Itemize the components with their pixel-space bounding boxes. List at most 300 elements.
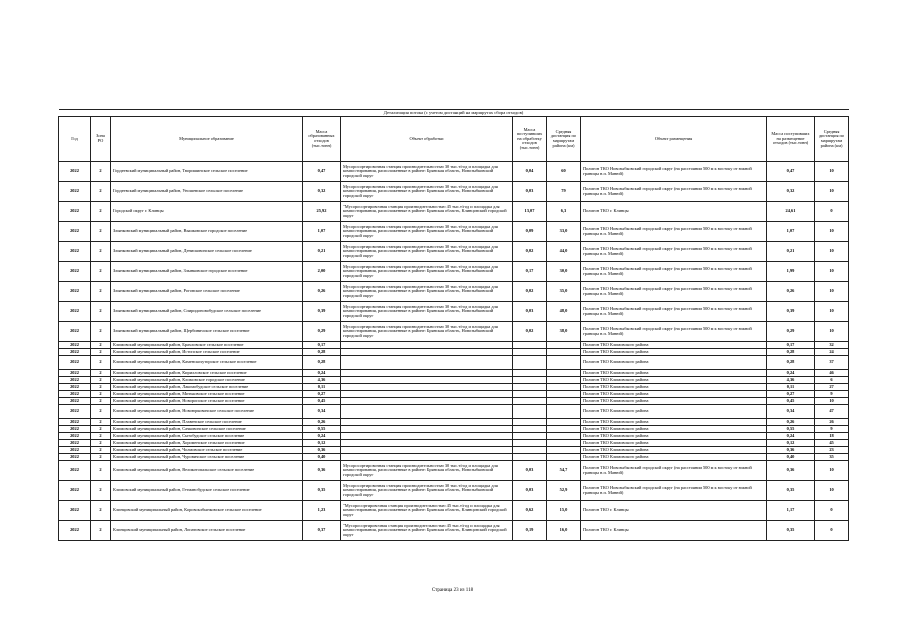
cell-processing-object: Мусоросортировочная станция производительностью 30 тыс.т/год и площадка для компостирования, расположенные в районе: Брянская область, Новозыбковский городской округ bbox=[341, 461, 513, 481]
cell-year: 2022 bbox=[59, 398, 91, 405]
cell-avg-distance-2: 10 bbox=[815, 398, 849, 405]
cell-avg-distance-2: 0 bbox=[815, 202, 849, 222]
cell-municipality: Климовский муниципальный район, Истопское сельское поселение bbox=[111, 349, 303, 356]
cell-waste-mass: 4,36 bbox=[303, 377, 341, 384]
cell-mass-to-disposal: 0,21 bbox=[767, 242, 815, 262]
cell-avg-distance-2: 27 bbox=[815, 384, 849, 391]
cell-disposal-object: Полигон ТКО г. Клинцы bbox=[581, 202, 767, 222]
table-row bbox=[59, 521, 849, 541]
cell-zone: 2 bbox=[91, 162, 111, 182]
cell-mass-to-processing: 0,03 bbox=[513, 182, 547, 202]
cell-avg-distance bbox=[547, 433, 581, 440]
document-sheet bbox=[58, 109, 848, 541]
cell-mass-to-disposal: 1,99 bbox=[767, 262, 815, 282]
cell-year: 2022 bbox=[59, 384, 91, 391]
cell-avg-distance-2: 45 bbox=[815, 440, 849, 447]
cell-avg-distance bbox=[547, 384, 581, 391]
cell-processing-object: Мусоросортировочная станция производительностью 30 тыс.т/год и площадка для компостирования, расположенные в районе: Брянская область, Новозыбковский городской округ bbox=[341, 162, 513, 182]
cell-year: 2022 bbox=[59, 302, 91, 322]
cell-avg-distance: 54,7 bbox=[547, 461, 581, 481]
cell-zone: 2 bbox=[91, 447, 111, 454]
cell-avg-distance bbox=[547, 398, 581, 405]
cell-mass-to-processing bbox=[513, 447, 547, 454]
cell-waste-mass: 0,35 bbox=[303, 481, 341, 501]
table-row bbox=[59, 405, 849, 419]
table-row bbox=[59, 501, 849, 521]
cell-mass-to-processing bbox=[513, 419, 547, 426]
cell-municipality: Клинцовский муниципальный район, Коровоклбынковское сельское поселение bbox=[111, 501, 303, 521]
cell-municipality: Злынковский муниципальный район, Щербиничское сельское поселение bbox=[111, 322, 303, 342]
cell-mass-to-disposal: 0,29 bbox=[767, 322, 815, 342]
table-row bbox=[59, 202, 849, 222]
cell-avg-distance-2: 10 bbox=[815, 282, 849, 302]
cell-waste-mass: 0,37 bbox=[303, 521, 341, 541]
cell-mass-to-processing bbox=[513, 440, 547, 447]
cell-waste-mass: 25,92 bbox=[303, 202, 341, 222]
cell-disposal-object: Полигон ТКО Климовского района bbox=[581, 433, 767, 440]
cell-processing-object bbox=[341, 426, 513, 433]
cell-waste-mass: 0,17 bbox=[303, 342, 341, 349]
cell-mass-to-processing: 0,09 bbox=[513, 222, 547, 242]
cell-municipality: Климовский муниципальный район, Плавенское сельское поселение bbox=[111, 419, 303, 426]
cell-mass-to-disposal: 0,39 bbox=[767, 302, 815, 322]
cell-municipality: Климовский муниципальный район, Чолмовское сельское поселение bbox=[111, 447, 303, 454]
cell-avg-distance-2: 47 bbox=[815, 405, 849, 419]
cell-processing-object: Мусоросортировочная станция производительностью 30 тыс.т/год и площадка для компостирования, расположенные в районе: Брянская область, Новозыбковский городской округ bbox=[341, 322, 513, 342]
cell-year: 2022 bbox=[59, 461, 91, 481]
cell-waste-mass: 0,36 bbox=[303, 447, 341, 454]
cell-mass-to-disposal: 0,36 bbox=[767, 447, 815, 454]
cell-avg-distance bbox=[547, 419, 581, 426]
cell-year: 2022 bbox=[59, 202, 91, 222]
table-caption: Детализация потока (с учетом дистанций на маршрутах сбора отходов) bbox=[59, 110, 849, 117]
cell-processing-object: Мусоросортировочная станция производительностью 30 тыс.т/год и площадка для компостирования, расположенные в районе: Брянская область, Новозыбковский городской округ bbox=[341, 242, 513, 262]
cell-mass-to-disposal: 1,17 bbox=[767, 501, 815, 521]
cell-avg-distance: 48,0 bbox=[547, 302, 581, 322]
cell-waste-mass: 1,23 bbox=[303, 501, 341, 521]
cell-mass-to-processing: 0,02 bbox=[513, 282, 547, 302]
cell-zone: 2 bbox=[91, 391, 111, 398]
cell-avg-distance-2: 46 bbox=[815, 370, 849, 377]
cell-processing-object bbox=[341, 440, 513, 447]
cell-mass-to-disposal: 0,11 bbox=[767, 384, 815, 391]
cell-zone: 2 bbox=[91, 440, 111, 447]
cell-disposal-object: Полигон ТКО Климовского района bbox=[581, 349, 767, 356]
cell-disposal-object: Полигон ТКО г. Клинцы bbox=[581, 521, 767, 541]
table-row bbox=[59, 398, 849, 405]
cell-disposal-object: Полигон ТКО Климовского района bbox=[581, 405, 767, 419]
cell-mass-to-disposal: 24,61 bbox=[767, 202, 815, 222]
cell-disposal-object: Полигон ТКО Новозыбковский городской округ (на расстоянии 500 м к востоку от южной границы н.п. Манюй) bbox=[581, 242, 767, 262]
header-mass-to-processing: Масса поступивших на обработку отходов (тыс.тонн) bbox=[513, 117, 547, 162]
cell-waste-mass: 0,40 bbox=[303, 454, 341, 461]
cell-processing-object: Мусоросортировочная станция производительностью 30 тыс.т/год и площадка для компостирования, расположенные в районе: Брянская область, Новозыбковский городской округ bbox=[341, 302, 513, 322]
cell-municipality: Городской округ г. Клинцы bbox=[111, 202, 303, 222]
cell-year: 2022 bbox=[59, 481, 91, 501]
cell-avg-distance bbox=[547, 426, 581, 433]
cell-processing-object bbox=[341, 384, 513, 391]
cell-avg-distance bbox=[547, 440, 581, 447]
cell-mass-to-disposal: 0,28 bbox=[767, 349, 815, 356]
cell-zone: 2 bbox=[91, 242, 111, 262]
cell-mass-to-processing: 0,62 bbox=[513, 501, 547, 521]
table-row bbox=[59, 433, 849, 440]
table-row bbox=[59, 454, 849, 461]
cell-year: 2022 bbox=[59, 426, 91, 433]
cell-zone: 2 bbox=[91, 262, 111, 282]
table-row bbox=[59, 384, 849, 391]
cell-avg-distance bbox=[547, 405, 581, 419]
cell-avg-distance: 52,9 bbox=[547, 481, 581, 501]
cell-municipality: Климовский муниципальный район, Лакомобудское сельское поселение bbox=[111, 384, 303, 391]
table-row bbox=[59, 419, 849, 426]
table-row bbox=[59, 461, 849, 481]
cell-mass-to-disposal: 0,34 bbox=[767, 405, 815, 419]
cell-disposal-object: Полигон ТКО Климовского района bbox=[581, 398, 767, 405]
cell-mass-to-processing bbox=[513, 384, 547, 391]
cell-processing-object: Мусоросортировочная станция производительностью 30 тыс.т/год и площадка для компостирования, расположенные в районе: Брянская область, Новозыбковский городской округ bbox=[341, 222, 513, 242]
cell-avg-distance-2: 26 bbox=[815, 419, 849, 426]
cell-disposal-object: Полигон ТКО Новозыбковский городской округ (на расстоянии 500 м к востоку от южной границы н.п. Манюй) bbox=[581, 162, 767, 182]
cell-year: 2022 bbox=[59, 182, 91, 202]
cell-year: 2022 bbox=[59, 391, 91, 398]
cell-avg-distance: 79 bbox=[547, 182, 581, 202]
cell-year: 2022 bbox=[59, 419, 91, 426]
cell-mass-to-disposal: 0,27 bbox=[767, 391, 815, 398]
table-row bbox=[59, 242, 849, 262]
cell-mass-to-disposal: 0,40 bbox=[767, 454, 815, 461]
cell-avg-distance: 15,0 bbox=[547, 501, 581, 521]
cell-year: 2022 bbox=[59, 454, 91, 461]
cell-avg-distance-2: 0 bbox=[815, 521, 849, 541]
cell-zone: 2 bbox=[91, 302, 111, 322]
cell-disposal-object: Полигон ТКО Климовского района bbox=[581, 419, 767, 426]
cell-mass-to-processing: 0,02 bbox=[513, 242, 547, 262]
cell-mass-to-processing: 0,17 bbox=[513, 262, 547, 282]
cell-municipality: Злынковский муниципальный район, Роговское сельское поселение bbox=[111, 282, 303, 302]
cell-processing-object bbox=[341, 377, 513, 384]
cell-avg-distance-2: 24 bbox=[815, 349, 849, 356]
cell-zone: 2 bbox=[91, 377, 111, 384]
cell-zone: 2 bbox=[91, 398, 111, 405]
cell-zone: 2 bbox=[91, 202, 111, 222]
cell-disposal-object: Полигон ТКО Климовского района bbox=[581, 426, 767, 433]
cell-processing-object: Мусоросортировочная станция производительностью 30 тыс.т/год и площадка для компостирования, расположенные в районе: Брянская область, Новозыбковский городской округ bbox=[341, 282, 513, 302]
cell-zone: 2 bbox=[91, 419, 111, 426]
cell-avg-distance-2: 32 bbox=[815, 342, 849, 349]
cell-zone: 2 bbox=[91, 501, 111, 521]
table-row bbox=[59, 302, 849, 322]
cell-disposal-object: Полигон ТКО Климовского района bbox=[581, 440, 767, 447]
cell-municipality: Климовский муниципальный район, Чуровичское сельское поселение bbox=[111, 454, 303, 461]
cell-disposal-object: Полигон ТКО г. Клинцы bbox=[581, 501, 767, 521]
cell-avg-distance bbox=[547, 391, 581, 398]
cell-municipality: Климовский муниципальный район, Климовское городское поселение bbox=[111, 377, 303, 384]
cell-avg-distance bbox=[547, 356, 581, 370]
cell-mass-to-disposal: 0,32 bbox=[767, 182, 815, 202]
cell-processing-object bbox=[341, 342, 513, 349]
cell-avg-distance-2: 35 bbox=[815, 454, 849, 461]
cell-processing-object bbox=[341, 356, 513, 370]
cell-waste-mass: 0,21 bbox=[303, 242, 341, 262]
cell-mass-to-processing bbox=[513, 370, 547, 377]
cell-mass-to-processing: 0,04 bbox=[513, 162, 547, 182]
cell-processing-object: "Мусоросортировочная станция производительностью 45 тыс.т/год и площадка для компостирования, расположенные в районе: Брянская область, Клинцовский городской округ bbox=[341, 501, 513, 521]
cell-year: 2022 bbox=[59, 222, 91, 242]
header-year: Год bbox=[59, 117, 91, 162]
cell-waste-mass: 0,45 bbox=[303, 398, 341, 405]
cell-municipality: Гордеевский муниципальный район, Творишинское сельское поселение bbox=[111, 162, 303, 182]
cell-avg-distance bbox=[547, 454, 581, 461]
cell-year: 2022 bbox=[59, 342, 91, 349]
cell-mass-to-disposal: 0,35 bbox=[767, 481, 815, 501]
cell-disposal-object: Полигон ТКО Новозыбковский городской округ (на расстоянии 500 м к востоку от южной границы н.п. Манюй) bbox=[581, 461, 767, 481]
cell-waste-mass: 0,12 bbox=[303, 440, 341, 447]
cell-mass-to-processing bbox=[513, 342, 547, 349]
cell-waste-mass: 0,32 bbox=[303, 182, 341, 202]
cell-mass-to-disposal: 0,47 bbox=[767, 162, 815, 182]
cell-mass-to-processing bbox=[513, 377, 547, 384]
cell-disposal-object: Полигон ТКО Климовского района bbox=[581, 356, 767, 370]
cell-processing-object bbox=[341, 391, 513, 398]
cell-processing-object bbox=[341, 454, 513, 461]
cell-processing-object: "Мусоросортировочная станция производительностью 45 тыс.т/год и площадка для компостирования, расположенные в районе: Брянская область, Клинцовский городской округ bbox=[341, 202, 513, 222]
cell-mass-to-disposal: 0,24 bbox=[767, 370, 815, 377]
cell-processing-object bbox=[341, 433, 513, 440]
cell-avg-distance-2: 18 bbox=[815, 433, 849, 440]
cell-waste-mass: 0,29 bbox=[303, 322, 341, 342]
cell-mass-to-disposal: 0,28 bbox=[767, 356, 815, 370]
cell-waste-mass: 0,11 bbox=[303, 384, 341, 391]
cell-mass-to-processing: 0,03 bbox=[513, 481, 547, 501]
cell-year: 2022 bbox=[59, 282, 91, 302]
table-row bbox=[59, 481, 849, 501]
cell-waste-mass: 0,26 bbox=[303, 282, 341, 302]
cell-disposal-object: Полигон ТКО Климовского района bbox=[581, 370, 767, 377]
cell-zone: 2 bbox=[91, 405, 111, 419]
cell-disposal-object: Полигон ТКО Новозыбковский городской округ (на расстоянии 500 м к востоку от южной границы н.п. Манюй) bbox=[581, 182, 767, 202]
cell-municipality: Злынковский муниципальный район, Спиридоновобудское сельское поселение bbox=[111, 302, 303, 322]
cell-processing-object bbox=[341, 419, 513, 426]
cell-municipality: Климовский муниципальный район, Хороменское сельское поселение bbox=[111, 440, 303, 447]
cell-municipality: Климовский муниципальный район, Новоропское сельское поселение bbox=[111, 398, 303, 405]
cell-avg-distance: 60 bbox=[547, 162, 581, 182]
table-row bbox=[59, 447, 849, 454]
table-body bbox=[59, 162, 849, 541]
cell-municipality: Климовский муниципальный район, Сытобудское сельское поселение bbox=[111, 433, 303, 440]
cell-mass-to-processing bbox=[513, 426, 547, 433]
cell-mass-to-processing bbox=[513, 398, 547, 405]
cell-municipality: Климовский муниципальный район, Митьковское сельское поселение bbox=[111, 391, 303, 398]
cell-disposal-object: Полигон ТКО Климовского района bbox=[581, 342, 767, 349]
cell-disposal-object: Полигон ТКО Климовского района bbox=[581, 391, 767, 398]
cell-waste-mass: 0,24 bbox=[303, 370, 341, 377]
table-row bbox=[59, 342, 849, 349]
cell-waste-mass: 2,00 bbox=[303, 262, 341, 282]
cell-disposal-object: Полигон ТКО Новозыбковский городской округ (на расстоянии 500 м к востоку от южной границы н.п. Манюй) bbox=[581, 302, 767, 322]
cell-processing-object: Мусоросортировочная станция производительностью 30 тыс.т/год и площадка для компостирования, расположенные в районе: Брянская область, Новозыбковский городской округ bbox=[341, 481, 513, 501]
cell-avg-distance-2: 0 bbox=[815, 501, 849, 521]
header-waste-mass: Масса образованных отходов (тыс.тонн) bbox=[303, 117, 341, 162]
header-processing-object: Объект обработки bbox=[341, 117, 513, 162]
cell-year: 2022 bbox=[59, 322, 91, 342]
cell-waste-mass: 0,27 bbox=[303, 391, 341, 398]
cell-zone: 2 bbox=[91, 433, 111, 440]
cell-waste-mass: 0,26 bbox=[303, 419, 341, 426]
cell-mass-to-disposal: 0,55 bbox=[767, 426, 815, 433]
cell-zone: 2 bbox=[91, 182, 111, 202]
cell-avg-distance: 16,0 bbox=[547, 521, 581, 541]
cell-mass-to-disposal: 0,24 bbox=[767, 433, 815, 440]
cell-year: 2022 bbox=[59, 440, 91, 447]
table-row bbox=[59, 370, 849, 377]
cell-year: 2022 bbox=[59, 405, 91, 419]
cell-municipality: Злынковский муниципальный район, Злынковское городское поселение bbox=[111, 262, 303, 282]
cell-year: 2022 bbox=[59, 447, 91, 454]
cell-year: 2022 bbox=[59, 262, 91, 282]
cell-disposal-object: Полигон ТКО Новозыбковский городской округ (на расстоянии 500 м к востоку от южной границы н.п. Манюй) bbox=[581, 481, 767, 501]
cell-municipality: Злынковский муниципальный район, Денисковичское сельское поселение bbox=[111, 242, 303, 262]
table-row bbox=[59, 222, 849, 242]
cell-disposal-object: Полигон ТКО Климовского района bbox=[581, 447, 767, 454]
cell-avg-distance-2: 10 bbox=[815, 262, 849, 282]
cell-avg-distance-2: 10 bbox=[815, 461, 849, 481]
cell-mass-to-processing bbox=[513, 405, 547, 419]
cell-disposal-object: Полигон ТКО Новозыбковский городской округ (на расстоянии 500 м к востоку от южной границы н.п. Манюй) bbox=[581, 322, 767, 342]
cell-waste-mass: 0,39 bbox=[303, 302, 341, 322]
cell-zone: 2 bbox=[91, 282, 111, 302]
cell-waste-mass: 0,36 bbox=[303, 461, 341, 481]
cell-avg-distance bbox=[547, 370, 581, 377]
cell-year: 2022 bbox=[59, 521, 91, 541]
cell-municipality: Климовский муниципальный район, Великотопальское сельское поселение bbox=[111, 461, 303, 481]
cell-mass-to-disposal: 0,17 bbox=[767, 342, 815, 349]
cell-processing-object bbox=[341, 447, 513, 454]
cell-avg-distance-2: 9 bbox=[815, 426, 849, 433]
cell-year: 2022 bbox=[59, 356, 91, 370]
cell-waste-mass: 0,28 bbox=[303, 349, 341, 356]
cell-avg-distance bbox=[547, 377, 581, 384]
cell-municipality: Климовский муниципальный район, Новоюрковичское сельское поселение bbox=[111, 405, 303, 419]
header-disposal-object: Объект размещения bbox=[581, 117, 767, 162]
cell-zone: 2 bbox=[91, 454, 111, 461]
page-footer: Страница 23 из 118 bbox=[431, 588, 474, 593]
cell-avg-distance: 35,0 bbox=[547, 282, 581, 302]
cell-avg-distance: 30,0 bbox=[547, 262, 581, 282]
table-row bbox=[59, 322, 849, 342]
cell-processing-object bbox=[341, 370, 513, 377]
cell-disposal-object: Полигон ТКО Новозыбковский городской округ (на расстоянии 500 м к востоку от южной границы н.п. Манюй) bbox=[581, 262, 767, 282]
table-row bbox=[59, 182, 849, 202]
cell-avg-distance-2: 9 bbox=[815, 391, 849, 398]
cell-zone: 2 bbox=[91, 322, 111, 342]
cell-avg-distance: 38,0 bbox=[547, 322, 581, 342]
cell-mass-to-disposal: 0,35 bbox=[767, 521, 815, 541]
table-row bbox=[59, 391, 849, 398]
cell-avg-distance: 6,3 bbox=[547, 202, 581, 222]
header-avg-distance: Средняя дистанция по маршрутам района (км) bbox=[547, 117, 581, 162]
cell-processing-object bbox=[341, 405, 513, 419]
cell-avg-distance bbox=[547, 447, 581, 454]
cell-zone: 2 bbox=[91, 342, 111, 349]
table-row bbox=[59, 426, 849, 433]
cell-disposal-object: Полигон ТКО Климовского района bbox=[581, 377, 767, 384]
cell-avg-distance-2: 23 bbox=[815, 447, 849, 454]
cell-mass-to-processing: 13,07 bbox=[513, 202, 547, 222]
cell-mass-to-disposal: 0,26 bbox=[767, 282, 815, 302]
table-row bbox=[59, 440, 849, 447]
cell-municipality: Климовский муниципальный район, Кирилловское сельское поселение bbox=[111, 370, 303, 377]
cell-mass-to-disposal: 4,36 bbox=[767, 377, 815, 384]
cell-avg-distance bbox=[547, 342, 581, 349]
cell-mass-to-disposal: 1,07 bbox=[767, 222, 815, 242]
cell-processing-object: Мусоросортировочная станция производительностью 30 тыс.т/год и площадка для компостирования, расположенные в районе: Брянская область, Новозыбковский городской округ bbox=[341, 182, 513, 202]
cell-year: 2022 bbox=[59, 433, 91, 440]
cell-zone: 2 bbox=[91, 521, 111, 541]
cell-processing-object bbox=[341, 349, 513, 356]
cell-zone: 2 bbox=[91, 356, 111, 370]
cell-mass-to-processing bbox=[513, 454, 547, 461]
cell-mass-to-processing: 0,03 bbox=[513, 302, 547, 322]
cell-zone: 2 bbox=[91, 349, 111, 356]
table-row bbox=[59, 282, 849, 302]
cell-mass-to-processing bbox=[513, 391, 547, 398]
cell-mass-to-disposal: 0,12 bbox=[767, 440, 815, 447]
cell-waste-mass: 0,24 bbox=[303, 433, 341, 440]
header-municipality: Муниципальное образование bbox=[111, 117, 303, 162]
cell-mass-to-processing bbox=[513, 433, 547, 440]
cell-avg-distance-2: 10 bbox=[815, 162, 849, 182]
cell-year: 2022 bbox=[59, 242, 91, 262]
cell-mass-to-processing: 0,03 bbox=[513, 461, 547, 481]
cell-avg-distance-2: 10 bbox=[815, 182, 849, 202]
cell-waste-mass: 0,47 bbox=[303, 162, 341, 182]
cell-municipality: Климовский муниципальный район, Каменскохуторское сельское поселение bbox=[111, 356, 303, 370]
cell-processing-object: Мусоросортировочная станция производительностью 30 тыс.т/год и площадка для компостирования, расположенные в районе: Брянская область, Новозыбковский городской округ bbox=[341, 262, 513, 282]
cell-municipality: Клинцовский муниципальный район, Лопатовское сельское поселение bbox=[111, 521, 303, 541]
cell-zone: 2 bbox=[91, 222, 111, 242]
cell-disposal-object: Полигон ТКО Новозыбковский городской округ (на расстоянии 500 м к востоку от южной границы н.п. Манюй) bbox=[581, 222, 767, 242]
cell-avg-distance: 33,0 bbox=[547, 222, 581, 242]
cell-mass-to-processing: 0,19 bbox=[513, 521, 547, 541]
cell-avg-distance-2: 10 bbox=[815, 481, 849, 501]
cell-zone: 2 bbox=[91, 461, 111, 481]
cell-avg-distance-2: 6 bbox=[815, 377, 849, 384]
cell-municipality: Злынковский муниципальный район, Вышковское городское поселение bbox=[111, 222, 303, 242]
cell-avg-distance-2: 10 bbox=[815, 322, 849, 342]
header-avg-distance-2: Средняя дистанция по маршрутам района (км) bbox=[815, 117, 849, 162]
cell-year: 2022 bbox=[59, 370, 91, 377]
cell-avg-distance: 44,0 bbox=[547, 242, 581, 262]
cell-year: 2022 bbox=[59, 501, 91, 521]
cell-municipality: Климовский муниципальный район, Брахловское сельское поселение bbox=[111, 342, 303, 349]
cell-disposal-object: Полигон ТКО Климовского района bbox=[581, 384, 767, 391]
cell-zone: 2 bbox=[91, 481, 111, 501]
cell-avg-distance-2: 10 bbox=[815, 222, 849, 242]
cell-mass-to-processing bbox=[513, 349, 547, 356]
cell-waste-mass: 1,07 bbox=[303, 222, 341, 242]
cell-waste-mass: 0,28 bbox=[303, 356, 341, 370]
cell-avg-distance-2: 37 bbox=[815, 356, 849, 370]
cell-waste-mass: 0,55 bbox=[303, 426, 341, 433]
cell-mass-to-disposal: 0,45 bbox=[767, 398, 815, 405]
cell-disposal-object: Полигон ТКО Климовского района bbox=[581, 454, 767, 461]
cell-municipality: Климовский муниципальный район, Сачковичское сельское поселение bbox=[111, 426, 303, 433]
cell-disposal-object: Полигон ТКО Новозыбковский городской округ (на расстоянии 500 м к востоку от южной границы н.п. Манюй) bbox=[581, 282, 767, 302]
cell-zone: 2 bbox=[91, 370, 111, 377]
cell-municipality: Гордеевский муниципальный район, Уношевское сельское поселение bbox=[111, 182, 303, 202]
cell-avg-distance-2: 10 bbox=[815, 242, 849, 262]
